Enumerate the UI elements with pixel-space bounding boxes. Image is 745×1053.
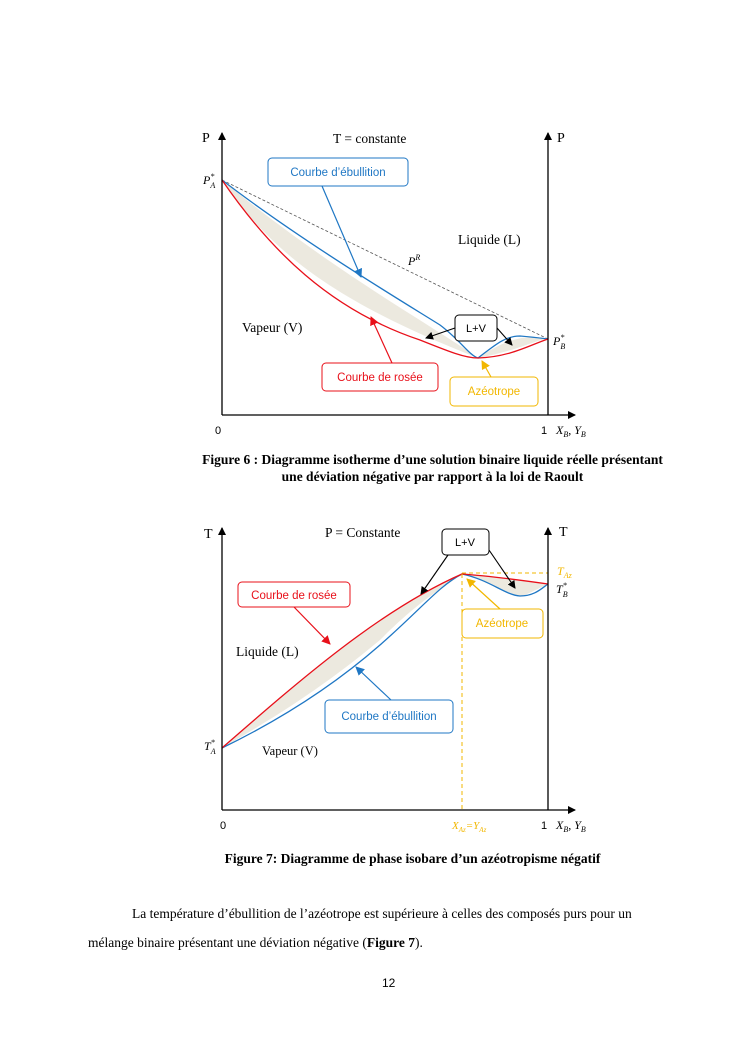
fig7-axis-label-right: T <box>559 525 568 540</box>
fig6-axis-label-left: P <box>202 131 210 146</box>
figure-7 <box>204 525 586 834</box>
fig6-box-rosee-text: Courbe de rosée <box>337 372 423 384</box>
fig7-arrow-rosee <box>294 607 330 644</box>
page-number: 12 <box>382 976 396 990</box>
fig7-condition: P = Constante <box>325 525 401 540</box>
fig7-box-rosee-text: Courbe de rosée <box>251 590 337 602</box>
fig6-region-liquid: Liquide (L) <box>458 232 521 247</box>
fig6-region-vapor: Vapeur (V) <box>242 320 303 335</box>
fig7-axis-label-left: T <box>204 527 213 542</box>
fig7-box-ebullition-text: Courbe d’ébullition <box>341 711 437 723</box>
fig6-x1: 1 <box>541 425 548 437</box>
fig6-xlabel: $X_B$, $Y_B$ <box>556 423 586 439</box>
figure-6-caption <box>150 451 715 485</box>
fig6-box-azeotrope-text: Azéotrope <box>467 386 521 398</box>
fig7-box-lv-text: L+V <box>455 537 475 549</box>
fig6-arrow-azeotrope <box>482 361 491 377</box>
fig7-xlabel: $X_B$, $Y_B$ <box>556 818 586 834</box>
paragraph-text-before: mélange binaire présentant une déviation négative ( <box>88 935 367 950</box>
fig7-xaz-label: $X_{Az}=Y_{Az}$ <box>452 820 487 834</box>
fig7-ta-label: T* A <box>204 738 216 756</box>
figure-6 <box>202 131 586 439</box>
fig7-region-vapor: Vapeur (V) <box>262 744 318 758</box>
body-paragraph-line2 <box>88 928 698 957</box>
fig7-x1: 1 <box>541 820 548 832</box>
fig6-axis-label-right: P <box>557 131 565 146</box>
fig6-x0: 0 <box>215 425 222 437</box>
fig7-taz-label: $T_{Az}$ <box>557 564 572 580</box>
paragraph-text-after: ). <box>415 935 423 950</box>
figure-7-caption-line: Figure 7: Diagramme de phase isobare d’un azéotropisme négatif <box>224 851 601 866</box>
fig6-box-lv-text: L+V <box>466 323 486 335</box>
fig7-region-liquid: Liquide (L) <box>236 644 299 659</box>
fig7-tb-label: T* B <box>556 581 568 599</box>
fig6-pr-label: $P^R$ <box>408 253 421 268</box>
body-paragraph-line1: La température d’ébullition de l’azéotrope est supérieure à celles des composés purs pour un <box>132 906 632 921</box>
fig6-pa-label: P* A <box>203 172 216 190</box>
fig6-condition: T = constante <box>333 131 407 146</box>
fig7-x0: 0 <box>220 820 227 832</box>
paragraph-figure-ref: Figure 7 <box>366 935 416 950</box>
fig6-box-ebullition-text: Courbe d’ébullition <box>290 167 386 179</box>
figure-7-caption <box>150 850 675 867</box>
body-paragraph <box>88 899 698 957</box>
figure-6-caption-line2: une déviation négative par rapport à la loi de Raoult <box>281 469 584 484</box>
figure-6-caption-line1: Figure 6 : Diagramme isotherme d’une solution binaire liquide réelle présentant <box>202 452 663 467</box>
fig6-pb-label: P* B <box>553 333 566 351</box>
fig7-arrow-ebullition <box>356 667 391 700</box>
fig7-box-azeotrope-text: Azéotrope <box>475 618 529 630</box>
